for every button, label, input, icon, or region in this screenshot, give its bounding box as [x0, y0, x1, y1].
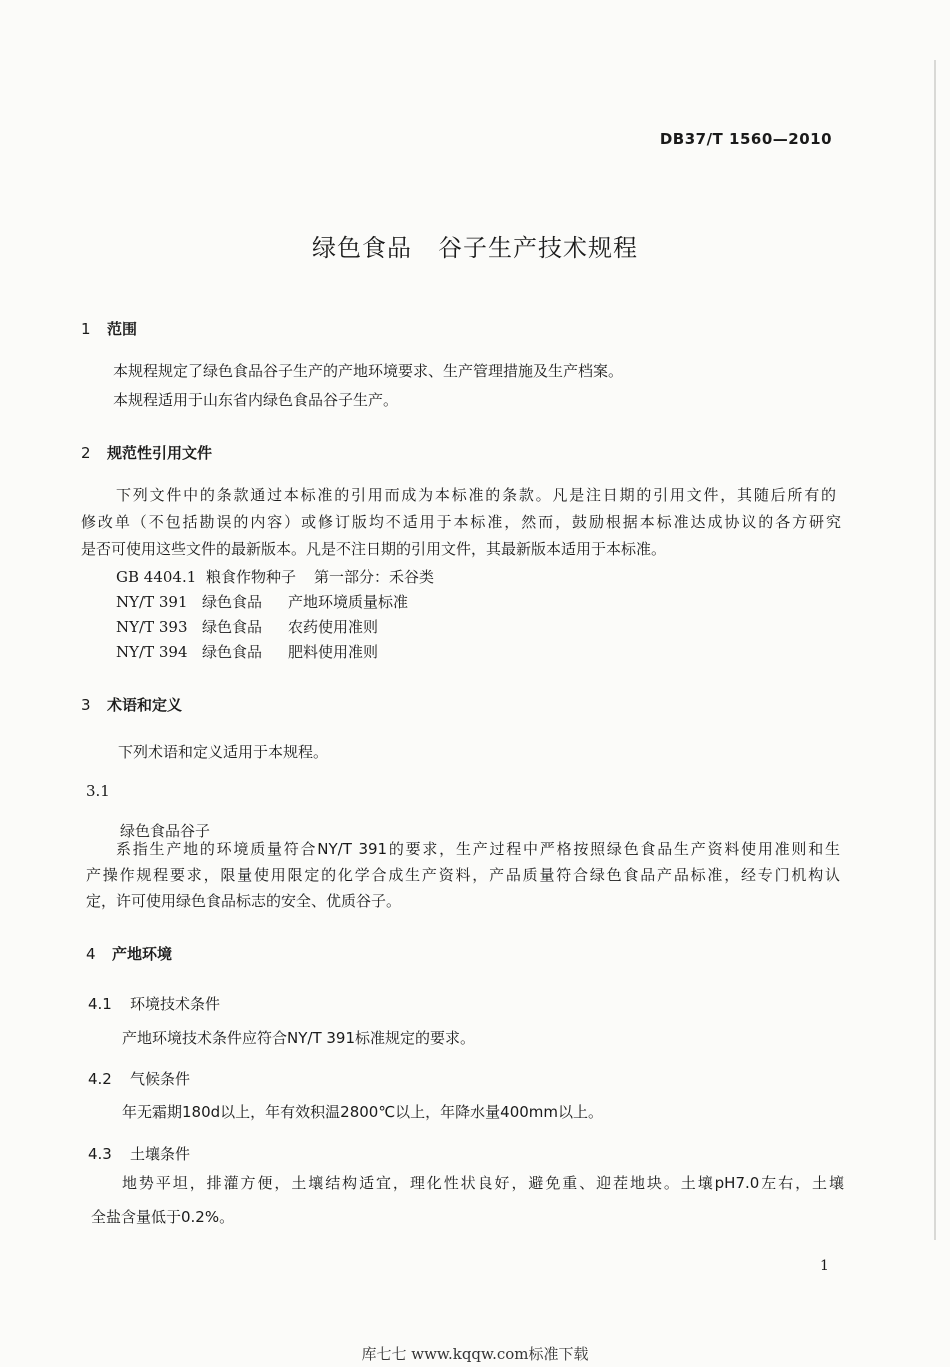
reference-title: 肥料使用准则: [288, 643, 379, 661]
section-3-paragraph: 下列术语和定义适用于本规程。: [118, 743, 329, 761]
section-2-line-1: 下列文件中的条款通过本标准的引用而成为本标准的条款。凡是注日期的引用文件，其随后所有的: [116, 486, 836, 504]
term-definition-line-3: 定，许可使用绿色食品标志的安全、优质谷子。: [86, 892, 402, 910]
reference-category: 绿色食品: [202, 618, 263, 636]
term-definition-line-2: 产操作规程要求，限量使用限定的化学合成生产资料，产品质量符合绿色食品产品标准，经专门机构认: [86, 866, 840, 884]
reference-category: 绿色食品: [202, 593, 263, 611]
term-name: 绿色食品谷子: [120, 822, 211, 840]
section-title: 产地环境: [112, 945, 173, 963]
subsection-title: 气候条件: [130, 1070, 191, 1088]
term-definition-line-1: 系指生产地的环境质量符合NY/T 391的要求，生产过程中严格按照绿色食品生产资料使用准则和生: [116, 840, 840, 858]
reference-code: GB 4404.1: [116, 568, 197, 586]
reference-code: NY/T 394: [116, 643, 188, 661]
section-2-line-3: 是否可使用这些文件的最新版本。凡是不注日期的引用文件，其最新版本适用于本标准。: [81, 540, 667, 558]
reference-item: [116, 641, 378, 662]
reference-code: NY/T 393: [116, 618, 188, 636]
subsection-4-3-line-2: 全盐含量低于0.2%。: [91, 1208, 235, 1226]
document-number: DB37/T 1560—2010: [659, 130, 832, 148]
subsection-4-2-text: 年无霜期180d以上，年有效积温2800℃以上，年降水量400mm以上。: [122, 1103, 604, 1121]
section-1-heading: [81, 318, 137, 339]
reference-title: 第一部分：禾谷类: [314, 568, 435, 586]
section-2-line-2: 修改单（不包括勘误的内容）或修订版均不适用于本标准，然而，鼓励根据本标准达成协议的各方研究: [81, 513, 841, 531]
reference-category: 粮食作物种子: [206, 568, 297, 586]
title-part-2: 谷子生产技术规程: [438, 234, 638, 262]
section-2-heading: [81, 442, 212, 463]
subsection-number: 4.3: [88, 1145, 112, 1163]
subsection-4-1-heading: [88, 993, 220, 1014]
title-part-1: 绿色食品: [312, 234, 412, 262]
section-4-heading: [86, 943, 172, 964]
reference-item: [116, 616, 378, 637]
section-number: 4: [86, 945, 96, 963]
subsection-number: 4.1: [88, 995, 112, 1013]
section-title: 规范性引用文件: [107, 444, 213, 462]
page-number: 1: [820, 1258, 829, 1274]
section-number: 2: [81, 444, 91, 462]
document-title: [0, 228, 950, 263]
section-title: 术语和定义: [107, 696, 183, 714]
subsection-4-3-line-1: 地势平坦，排灌方便，土壤结构适宜，理化性状良好，避免重、迎茬地块。土壤pH7.0左右，土壤: [122, 1174, 844, 1192]
reference-item: [116, 566, 434, 587]
subsection-title: 环境技术条件: [130, 995, 221, 1013]
subsection-4-1-text: 产地环境技术条件应符合NY/T 391标准规定的要求。: [122, 1029, 476, 1047]
section-number: 3: [81, 696, 91, 714]
reference-code: NY/T 391: [116, 593, 188, 611]
subsection-4-2-heading: [88, 1068, 190, 1089]
section-3-heading: [81, 694, 182, 715]
subsection-3-1-number: 3.1: [86, 782, 110, 800]
reference-item: [116, 591, 408, 612]
reference-title: 产地环境质量标准: [288, 593, 409, 611]
section-number: 1: [81, 320, 91, 338]
section-1-paragraph-1: 本规程规定了绿色食品谷子生产的产地环境要求、生产管理措施及生产档案。: [113, 362, 624, 380]
subsection-4-3-heading: [88, 1143, 190, 1164]
reference-title: 农药使用准则: [288, 618, 379, 636]
reference-category: 绿色食品: [202, 643, 263, 661]
subsection-title: 土壤条件: [130, 1145, 191, 1163]
section-title: 范围: [107, 320, 138, 338]
watermark-text: 库七七 www.kqqw.com标准下载: [361, 1345, 589, 1363]
section-1-paragraph-2: 本规程适用于山东省内绿色食品谷子生产。: [113, 391, 399, 409]
subsection-number: 4.2: [88, 1070, 112, 1088]
